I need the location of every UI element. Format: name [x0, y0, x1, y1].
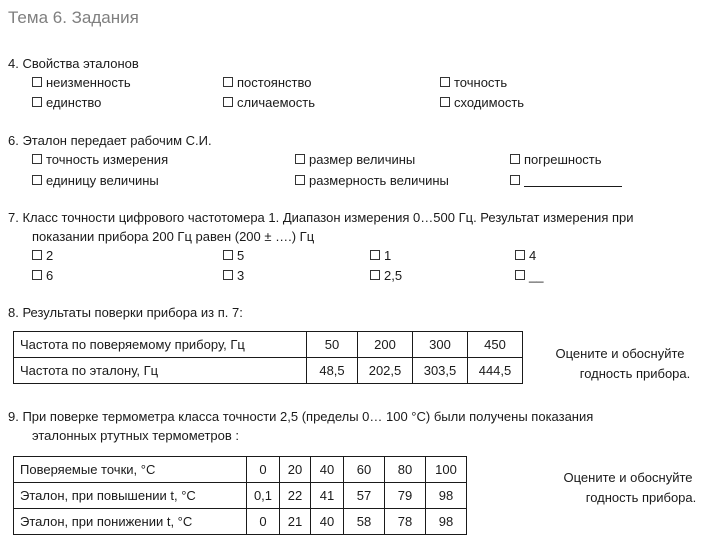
table-cell: 450: [468, 332, 523, 358]
page-title: Тема 6. Задания: [8, 8, 139, 27]
table-row: [14, 509, 467, 535]
table-cell: 78: [385, 509, 426, 535]
q4-option-6[interactable]: сходимость: [440, 95, 524, 110]
table-cell: 20: [280, 457, 311, 483]
checkbox-icon: [32, 175, 42, 185]
answer-blank[interactable]: [524, 174, 622, 187]
checkbox-icon: [295, 175, 305, 185]
table-cell: 21: [280, 509, 311, 535]
table-row: [14, 457, 467, 483]
table-cell: 300: [413, 332, 468, 358]
table-cell: 40: [311, 457, 344, 483]
table-cell: 60: [344, 457, 385, 483]
question-4-text: 4. Свойства эталонов: [8, 56, 139, 71]
checkbox-icon: [515, 270, 525, 280]
q4-option-5[interactable]: сличаемость: [223, 95, 315, 110]
q6-option-4[interactable]: единицу величины: [32, 173, 159, 188]
table-cell: 202,5: [358, 358, 413, 384]
q6-option-3[interactable]: погрешность: [510, 152, 602, 167]
table-cell: Частота по поверяемому прибору, Гц: [14, 332, 307, 358]
q9-table: [13, 456, 467, 535]
table-cell: 41: [311, 483, 344, 509]
q7-option-6[interactable]: 3: [223, 268, 244, 283]
checkbox-icon: [440, 97, 450, 107]
q6-option-6[interactable]: [510, 173, 622, 188]
table-cell: 0: [247, 457, 280, 483]
checkbox-icon: [32, 154, 42, 164]
q7-option-8[interactable]: __: [515, 268, 543, 283]
table-cell: Поверяемые точки, °С: [14, 457, 247, 483]
q6-option-1[interactable]: точность измерения: [32, 152, 168, 167]
table-cell: 303,5: [413, 358, 468, 384]
checkbox-icon: [32, 77, 42, 87]
q8-note: Оцените и обоснуйте годность прибора.: [555, 346, 691, 381]
table-cell: 444,5: [468, 358, 523, 384]
question-8-text: 8. Результаты поверки прибора из п. 7:: [8, 305, 243, 320]
checkbox-icon: [223, 250, 233, 260]
checkbox-icon: [515, 250, 525, 260]
table-cell: 58: [344, 509, 385, 535]
checkbox-icon: [32, 97, 42, 107]
checkbox-icon: [510, 154, 520, 164]
checkbox-icon: [32, 270, 42, 280]
table-cell: Частота по эталону, Гц: [14, 358, 307, 384]
checkbox-icon: [223, 270, 233, 280]
checkbox-icon: [223, 77, 233, 87]
table-cell: Эталон, при повышении t, °С: [14, 483, 247, 509]
question-7-line1: 7. Класс точности цифрового частотомера 1. Диапазон измерения 0…500 Гц. Результат измерения при: [8, 210, 634, 225]
table-cell: 40: [311, 509, 344, 535]
question-7-line2: показании прибора 200 Гц равен (200 ± ….) Гц: [32, 229, 315, 244]
q7-option-5[interactable]: 6: [32, 268, 53, 283]
table-cell: 48,5: [307, 358, 358, 384]
checkbox-icon: [370, 250, 380, 260]
question-6-text: 6. Эталон передает рабочим С.И.: [8, 133, 212, 148]
q8-table: [13, 331, 523, 384]
table-row: [14, 358, 523, 384]
checkbox-icon: [223, 97, 233, 107]
table-cell: 100: [426, 457, 467, 483]
table-cell: 79: [385, 483, 426, 509]
question-9-line1: 9. При поверке термометра класса точности 2,5 (пределы 0… 100 °С) были получены показания: [8, 409, 594, 424]
table-cell: 200: [358, 332, 413, 358]
checkbox-icon: [295, 154, 305, 164]
table-cell: Эталон, при понижении t, °С: [14, 509, 247, 535]
q6-option-2[interactable]: размер величины: [295, 152, 415, 167]
checkbox-icon: [510, 175, 520, 185]
q7-option-1[interactable]: 2: [32, 248, 53, 263]
table-row: [14, 332, 523, 358]
q6-option-5[interactable]: размерность величины: [295, 173, 449, 188]
q7-option-4[interactable]: 4: [515, 248, 536, 263]
table-row: [14, 483, 467, 509]
checkbox-icon: [370, 270, 380, 280]
q4-option-1[interactable]: неизменность: [32, 75, 131, 90]
table-cell: 0: [247, 509, 280, 535]
table-cell: 0,1: [247, 483, 280, 509]
q4-option-4[interactable]: единство: [32, 95, 101, 110]
table-cell: 98: [426, 509, 467, 535]
checkbox-icon: [440, 77, 450, 87]
table-cell: 98: [426, 483, 467, 509]
question-9-line2: эталонных ртутных термометров :: [32, 428, 240, 443]
q4-option-2[interactable]: постоянство: [223, 75, 311, 90]
table-cell: 57: [344, 483, 385, 509]
q7-option-3[interactable]: 1: [370, 248, 391, 263]
q7-option-2[interactable]: 5: [223, 248, 244, 263]
table-cell: 50: [307, 332, 358, 358]
q9-note: Оцените и обоснуйте годность прибора.: [563, 470, 697, 505]
q4-option-3[interactable]: точность: [440, 75, 507, 90]
q7-option-7[interactable]: 2,5: [370, 268, 402, 283]
checkbox-icon: [32, 250, 42, 260]
table-cell: 80: [385, 457, 426, 483]
table-cell: 22: [280, 483, 311, 509]
